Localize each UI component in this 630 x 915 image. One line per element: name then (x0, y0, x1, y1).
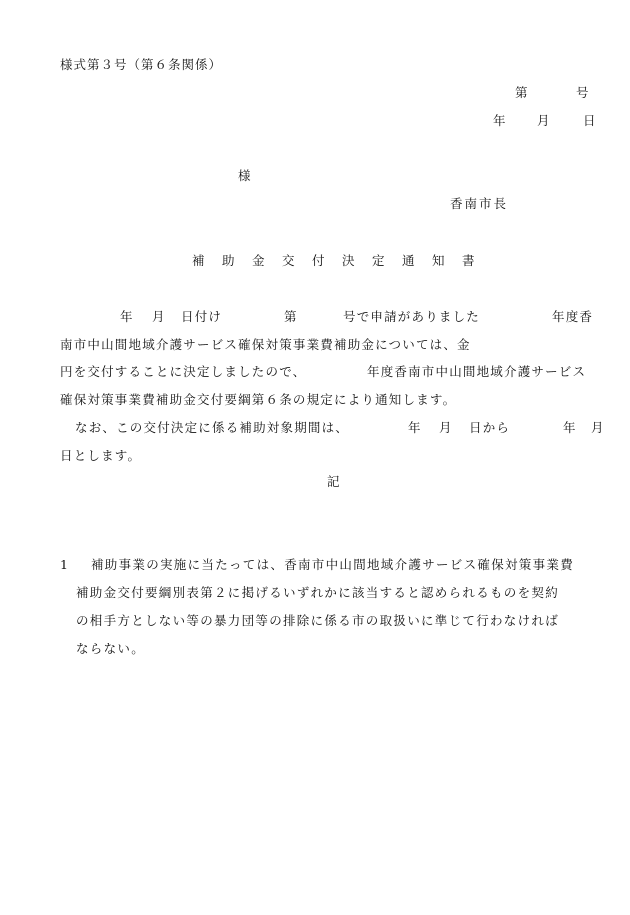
body-line1-application: 号で申請がありました (343, 309, 481, 324)
issuer-name: 香南市長 (450, 196, 509, 211)
number-go: 号 (576, 85, 589, 100)
body-line5-year: 年 (408, 420, 422, 435)
form-label: 様式第３号（第６条関係） (60, 57, 223, 72)
item-line3: の相手方としない等の暴力団等の排除に係る市の取扱いに準じて行わなければ (76, 613, 560, 628)
date-day: 日 (583, 113, 596, 128)
body-line3-b: 年度香南市中山間地域介護サービス (367, 364, 587, 379)
body-line5-from: 日から (469, 420, 511, 435)
recipient-suffix: 様 (238, 168, 251, 183)
item-number: 1 (60, 557, 70, 572)
date-month: 月 (537, 113, 550, 128)
body-line4: 確保対策事業費補助金交付要綱第６条の規定により通知します。 (60, 392, 457, 407)
number-dai: 第 (515, 85, 528, 100)
body-line3-a: 円を交付することに決定しましたので、 (60, 364, 307, 379)
item-line2: 補助金交付要綱別表第２に掲げるいずれかに該当すると認められるものを契約 (76, 585, 560, 600)
body-line5-month: 月 (439, 420, 453, 435)
date-year: 年 (493, 113, 506, 128)
body-line1-month: 月 (152, 309, 166, 324)
body-line5-month-end: 月 (591, 420, 605, 435)
item-line4: ならない。 (76, 641, 146, 656)
body-line5-lead: なお、この交付決定に係る補助対象期間は、 (75, 420, 350, 435)
body-line1-fiscal-year: 年度香 (552, 309, 594, 324)
body-line5-year-end: 年 (563, 420, 577, 435)
body-line1-dated: 日付け (181, 309, 223, 324)
body-line1-year: 年 (120, 309, 134, 324)
body-line2: 南市中山間地域介護サービス確保対策事業費補助金については、金 (60, 337, 471, 352)
body-line6: 日とします。 (60, 448, 142, 463)
item-line1: 補助事業の実施に当たっては、香南市中山間地域介護サービス確保対策事業費 (91, 557, 575, 572)
body-line1-dai: 第 (284, 309, 298, 324)
ki-heading: 記 (327, 474, 340, 489)
document-title: 補助金交付決定通知書 (192, 253, 493, 268)
